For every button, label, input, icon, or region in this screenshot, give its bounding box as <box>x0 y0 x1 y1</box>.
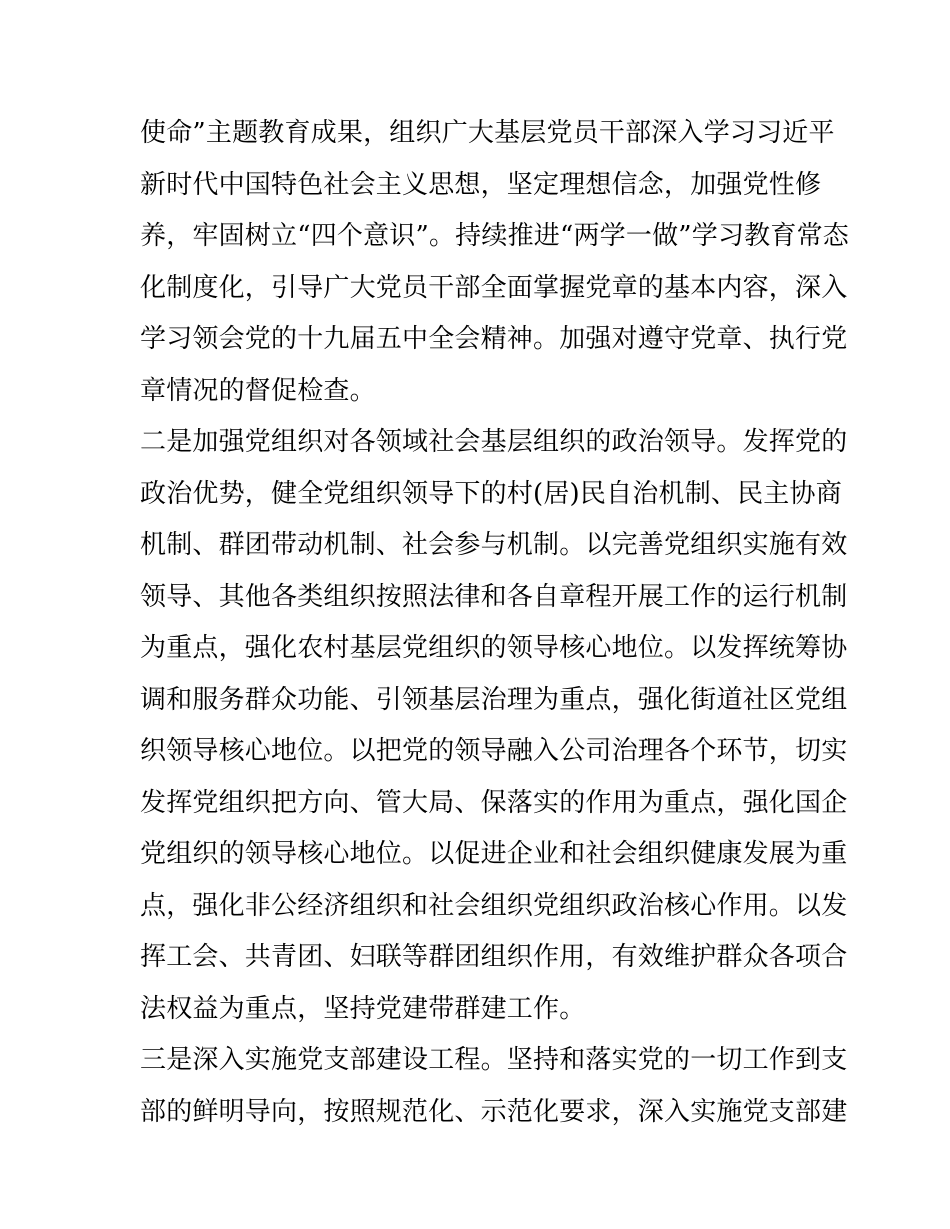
text-line: 政治优势，健全党组织领导下的村(居)民自治机制、民主协商 <box>140 478 842 509</box>
text-line: 养，牢固树立“四个意识”。持续推进“两学一做”学习教育常态 <box>140 221 849 251</box>
paragraph-continuation <box>140 108 849 417</box>
text-line: 章情况的督促检查。 <box>140 375 376 406</box>
text-line: 法权益为重点，坚持党建带群建工作。 <box>140 993 586 1024</box>
paragraph-point-three <box>140 1035 848 1138</box>
text-line: 调和服务群众功能、引领基层治理为重点，强化街道社区党组 <box>140 684 848 715</box>
text-line: 机制、群团带动机制、社会参与机制。以完善党组织实施有效 <box>140 530 848 560</box>
text-line: 化制度化，引导广大党员干部全面掌握党章的基本内容，深入 <box>140 272 848 303</box>
text-line: 三是深入实施党支部建设工程。坚持和落实党的一切工作到支 <box>140 1045 848 1075</box>
text-line: 发挥党组织把方向、管大局、保落实的作用为重点，强化国企 <box>140 787 848 818</box>
paragraph-point-two <box>140 417 848 1035</box>
text-line: 二是加强党组织对各领域社会基层组织的政治领导。发挥党的 <box>140 427 848 457</box>
text-line: 部的鲜明导向，按照规范化、示范化要求，深入实施党支部建 <box>140 1096 848 1127</box>
text-line: 织领导核心地位。以把党的领导融入公司治理各个环节，切实 <box>140 736 848 766</box>
text-line: 领导、其他各类组织按照法律和各自章程开展工作的运行机制 <box>140 581 848 612</box>
text-line: 党组织的领导核心地位。以促进企业和社会组织健康发展为重 <box>140 839 848 869</box>
text-line: 新时代中国特色社会主义思想，坚定理想信念，加强党性修 <box>140 169 822 200</box>
document-body <box>140 108 849 1138</box>
text-line: 点，强化非公经济组织和社会组织党组织政治核心作用。以发 <box>140 890 848 921</box>
text-line: 学习领会党的十九届五中全会精神。加强对遵守党章、执行党 <box>140 324 848 354</box>
text-line: 为重点，强化农村基层党组织的领导核心地位。以发挥统筹协 <box>140 633 848 663</box>
text-line: 挥工会、共青团、妇联等群团组织作用，有效维护群众各项合 <box>140 942 848 972</box>
text-line: 使命”主题教育成果，组织广大基层党员干部深入学习习近平 <box>140 118 835 148</box>
